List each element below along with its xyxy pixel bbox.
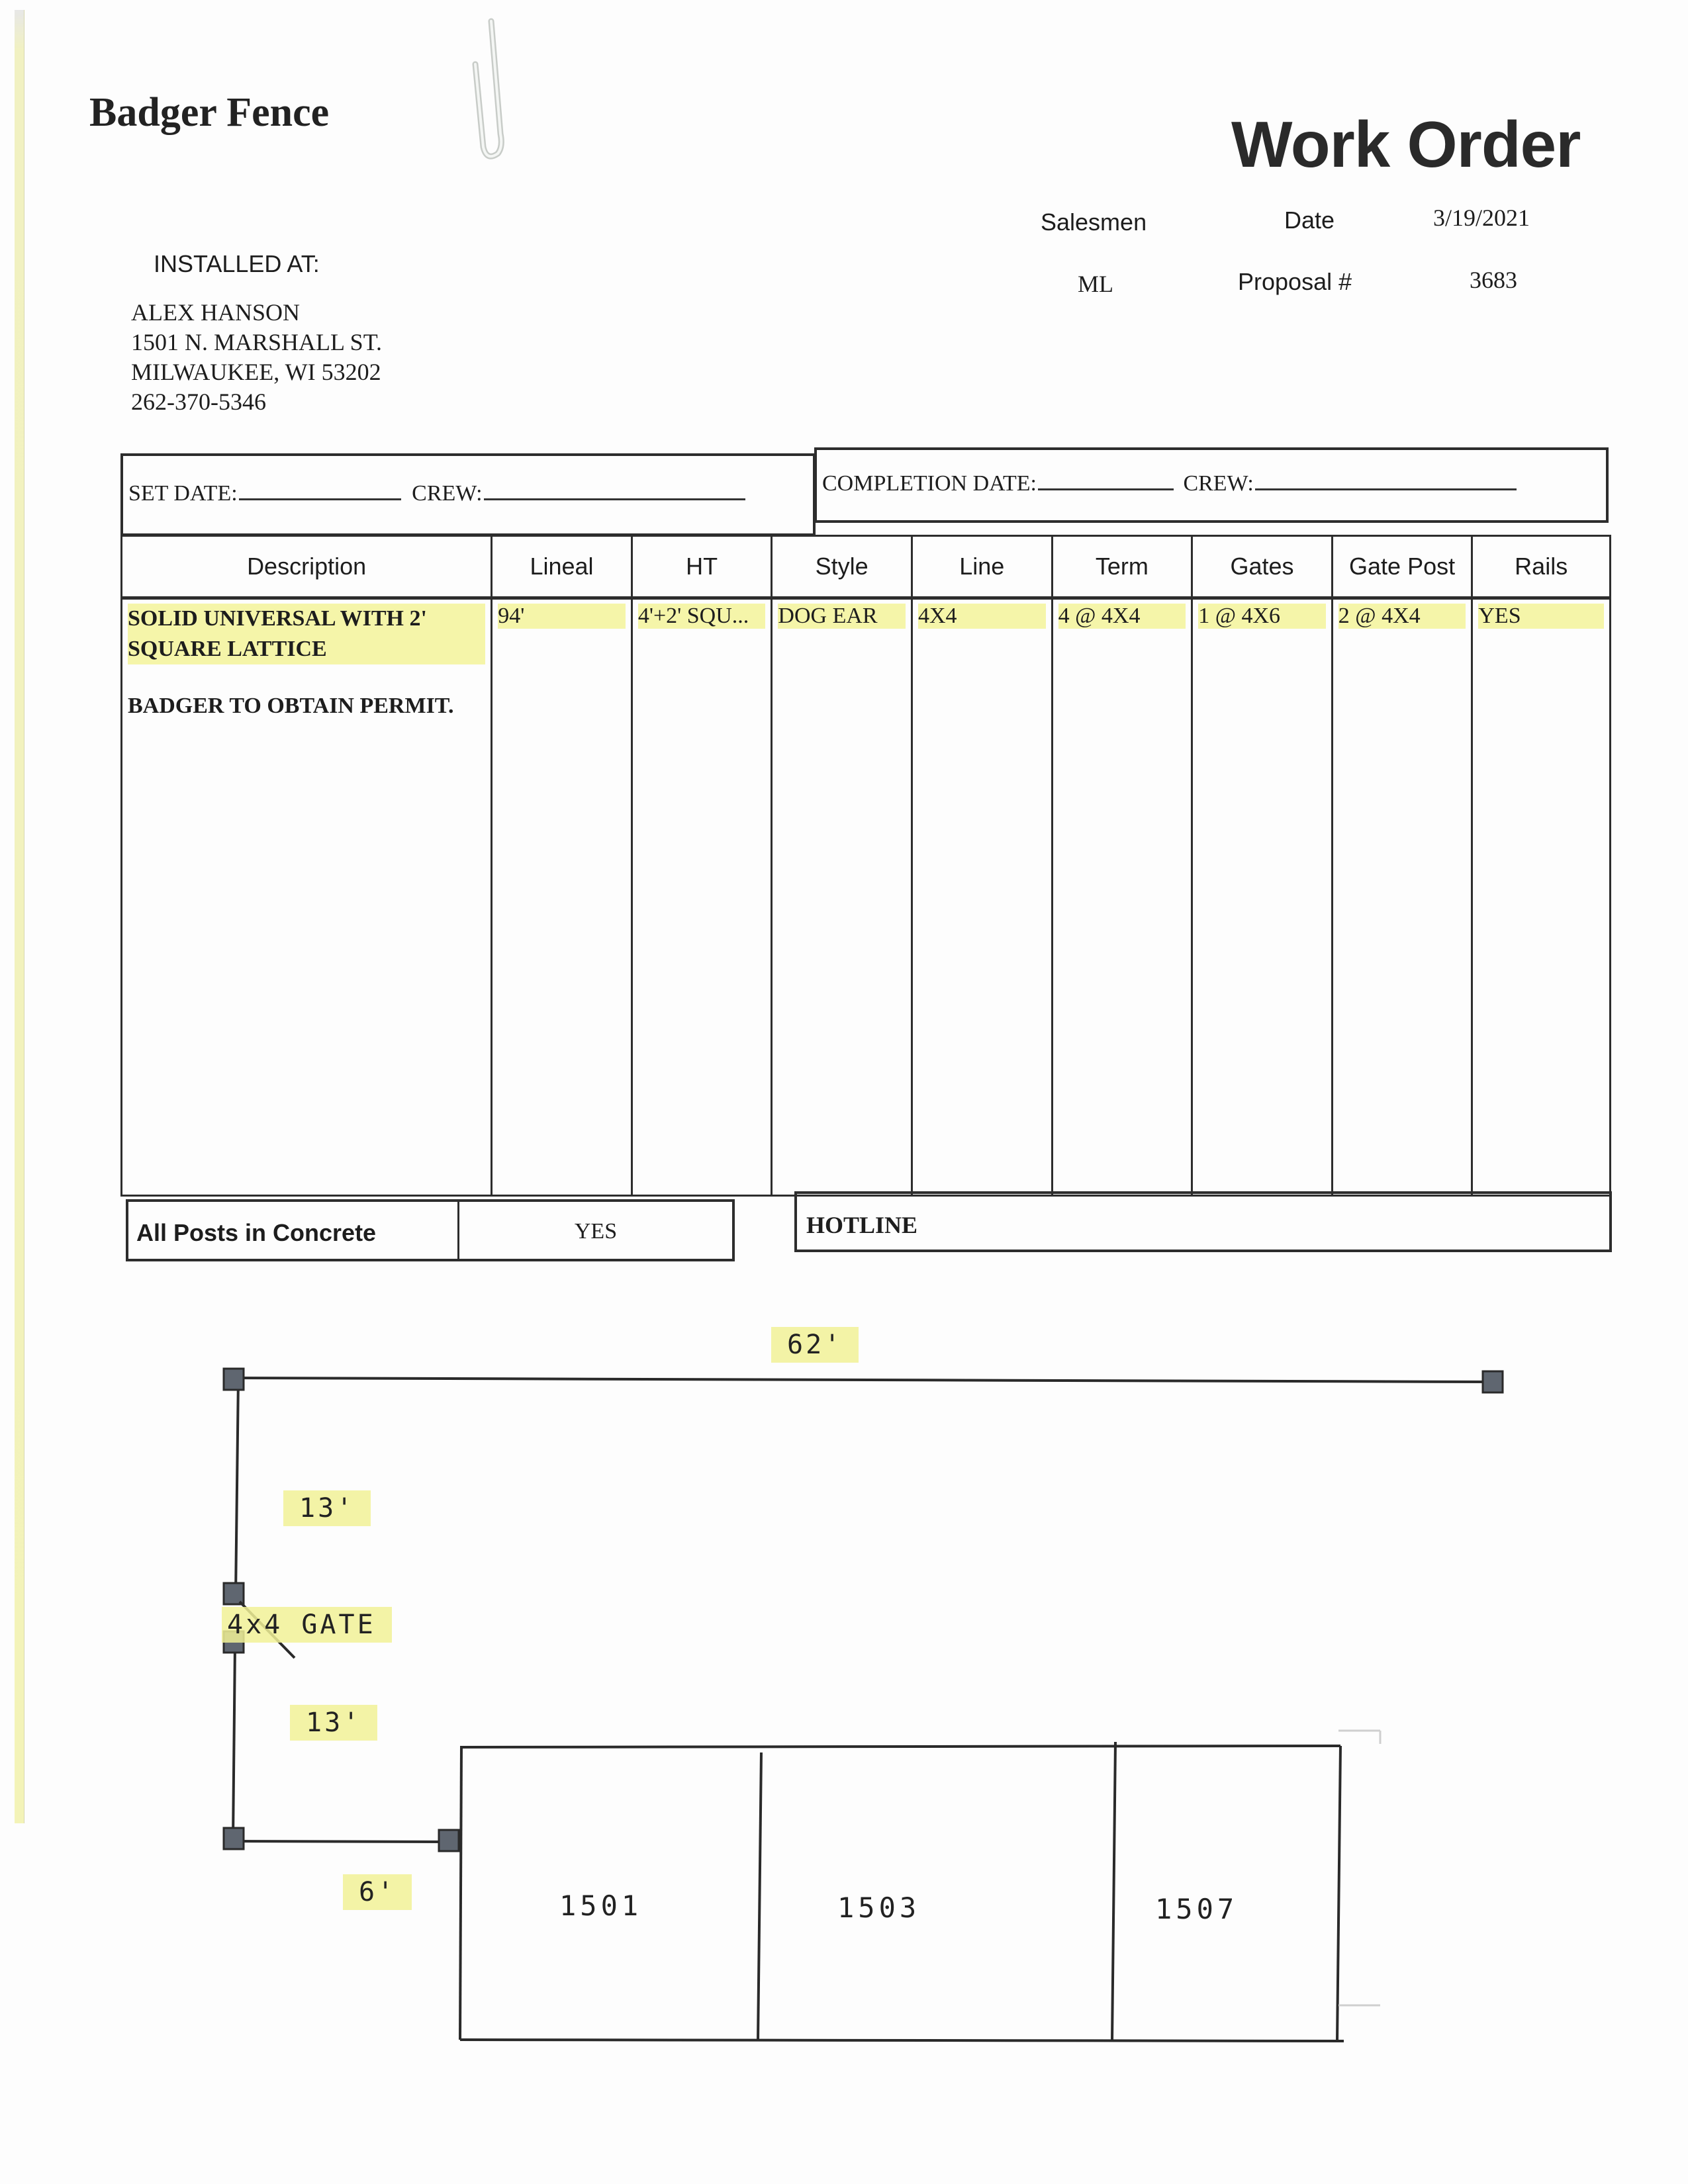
fence-post-icon bbox=[439, 1830, 459, 1851]
gate-label: 4x4 GATE bbox=[222, 1607, 392, 1643]
fence-post-icon bbox=[224, 1828, 244, 1849]
dimension-left-lower: 13' bbox=[290, 1705, 377, 1741]
cell-term: 4 @ 4X4 bbox=[1052, 598, 1192, 1196]
col-header-ht: HT bbox=[632, 536, 772, 598]
permit-note: BADGER TO OBTAIN PERMIT. bbox=[128, 694, 454, 718]
customer-street: 1501 N. MARSHALL ST. bbox=[131, 329, 383, 355]
hotline-label: HOTLINE bbox=[806, 1212, 918, 1238]
fence-post-icon bbox=[1483, 1371, 1503, 1392]
cell-style: DOG EAR bbox=[772, 598, 912, 1196]
cell-gates: 1 @ 4X6 bbox=[1192, 598, 1333, 1196]
completion-date-label: COMPLETION DATE: bbox=[822, 471, 1037, 496]
proposal-value: 3683 bbox=[1470, 267, 1517, 293]
date-label: Date bbox=[1284, 206, 1335, 234]
col-header-gate-post: Gate Post bbox=[1332, 536, 1472, 598]
col-header-description: Description bbox=[122, 536, 492, 598]
customer-phone: 262-370-5346 bbox=[131, 388, 266, 415]
set-date-label: SET DATE: bbox=[128, 481, 238, 506]
col-header-style: Style bbox=[772, 536, 912, 598]
fence-posts bbox=[224, 1369, 1503, 1851]
fence-run-top bbox=[234, 1378, 1493, 1382]
fence-post-icon bbox=[224, 1369, 244, 1390]
cell-line: 4X4 bbox=[912, 598, 1053, 1196]
building-1501: 1501 bbox=[559, 1889, 643, 1922]
col-header-gates: Gates bbox=[1192, 536, 1333, 598]
cell-rails: YES bbox=[1472, 598, 1611, 1196]
cell-gate-post: 2 @ 4X4 bbox=[1332, 598, 1472, 1196]
col-header-line: Line bbox=[912, 536, 1053, 598]
salesmen-value: ML bbox=[1078, 271, 1113, 297]
fence-run-left-upper bbox=[236, 1378, 238, 1596]
date-value: 3/19/2021 bbox=[1433, 205, 1530, 231]
col-header-rails: Rails bbox=[1472, 536, 1611, 598]
installed-at-label: INSTALLED AT: bbox=[154, 250, 320, 277]
fence-run-left-lower bbox=[233, 1645, 235, 1840]
cell-ht: 4'+2' SQU... bbox=[632, 598, 772, 1196]
item-description: SOLID UNIVERSAL WITH 2' SQUARE LATTICE bbox=[128, 604, 485, 664]
col-header-term: Term bbox=[1052, 536, 1192, 598]
proposal-label: Proposal # bbox=[1238, 268, 1352, 295]
building-1503: 1503 bbox=[837, 1891, 921, 1924]
customer-name: ALEX HANSON bbox=[131, 299, 300, 326]
customer-city: MILWAUKEE, WI 53202 bbox=[131, 359, 381, 385]
concrete-label: All Posts in Concrete bbox=[128, 1202, 459, 1259]
col-header-lineal: Lineal bbox=[492, 536, 632, 598]
salesmen-label: Salesmen bbox=[1041, 208, 1147, 236]
set-crew-label: CREW: bbox=[412, 481, 483, 506]
dimension-left-upper: 13' bbox=[283, 1490, 371, 1526]
dimension-top-run: 62' bbox=[771, 1327, 859, 1363]
building-1507: 1507 bbox=[1155, 1893, 1239, 1925]
fence-run-bottom bbox=[235, 1841, 444, 1842]
company-name: Badger Fence bbox=[89, 90, 330, 135]
completion-crew-label: CREW: bbox=[1183, 471, 1254, 496]
page-title: Work Order bbox=[1231, 108, 1581, 181]
cell-lineal: 94' bbox=[492, 598, 632, 1196]
concrete-value: YES bbox=[574, 1219, 618, 1244]
dimension-bottom-run: 6' bbox=[343, 1874, 412, 1910]
